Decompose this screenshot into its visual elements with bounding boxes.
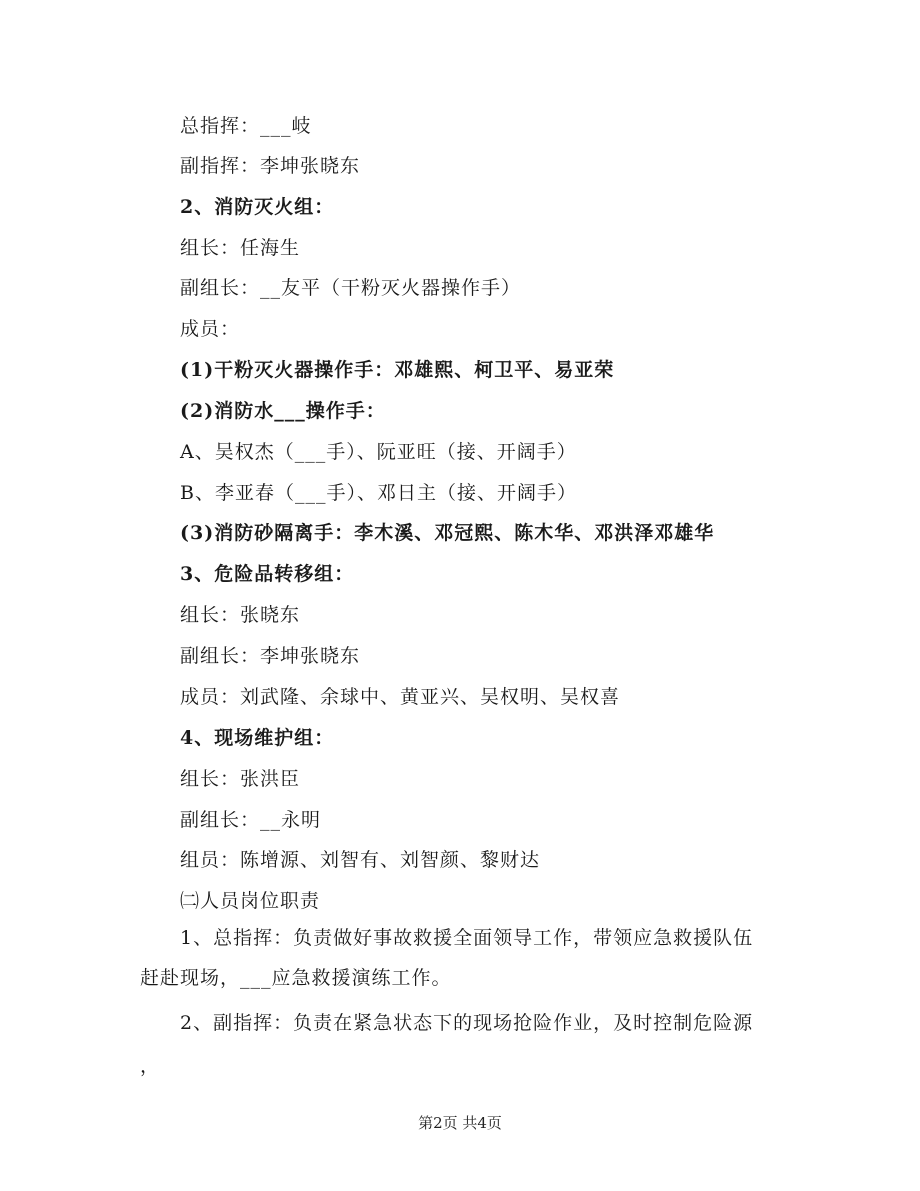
- document-line: 成员：: [180, 318, 241, 340]
- document-line: 成员：刘武隆、余球中、黄亚兴、吴权明、吴权喜: [180, 686, 621, 708]
- document-line: 4、现场维护组：: [180, 727, 335, 749]
- paragraph-2-line-2: ，: [140, 1055, 161, 1077]
- document-line: ㈡人员岗位职责: [180, 890, 321, 912]
- document-line: (1)干粉灭火器操作手：邓雄熙、柯卫平、易亚荣: [180, 359, 615, 381]
- document-line: 组员：陈增源、刘智有、刘智颜、黎财达: [180, 849, 541, 871]
- document-line: 副组长：__永明: [180, 809, 322, 831]
- document-line: 3、危险品转移组：: [180, 563, 355, 585]
- document-line: (2)消防水___操作手：: [180, 400, 386, 422]
- paragraph-2-line-1: 2、副指挥：负责在紧急状态下的现场抢险作业，及时控制危险源: [180, 1012, 754, 1034]
- page-footer: 第2页 共4页: [418, 1114, 502, 1132]
- document-line: 副指挥：李坤张晓东: [180, 155, 361, 177]
- document-line: 总指挥：___岐: [180, 115, 312, 137]
- document-line: 组长：张洪臣: [180, 768, 301, 790]
- paragraph-1-line-1: 1、总指挥：负责做好事故救援全面领导工作，带领应急救援队伍: [180, 927, 754, 949]
- document-line: 组长：张晓东: [180, 604, 301, 626]
- paragraph-1-line-2: 赶赴现场，___应急救援演练工作。: [140, 967, 452, 989]
- document-line: A、吴权杰（___手）、阮亚旺（接、开阔手）: [180, 441, 577, 463]
- document-line: 副组长：李坤张晓东: [180, 645, 361, 667]
- document-line: 副组长：__友平（干粉灭火器操作手）: [180, 277, 522, 299]
- document-line: 组长：任海生: [180, 237, 301, 259]
- document-line: 2、消防灭火组：: [180, 196, 335, 218]
- document-line: (3)消防砂隔离手：李木溪、邓冠熙、陈木华、邓洪泽邓雄华: [180, 522, 715, 544]
- document-line: B、李亚春（___手）、邓日主（接、开阔手）: [180, 482, 577, 504]
